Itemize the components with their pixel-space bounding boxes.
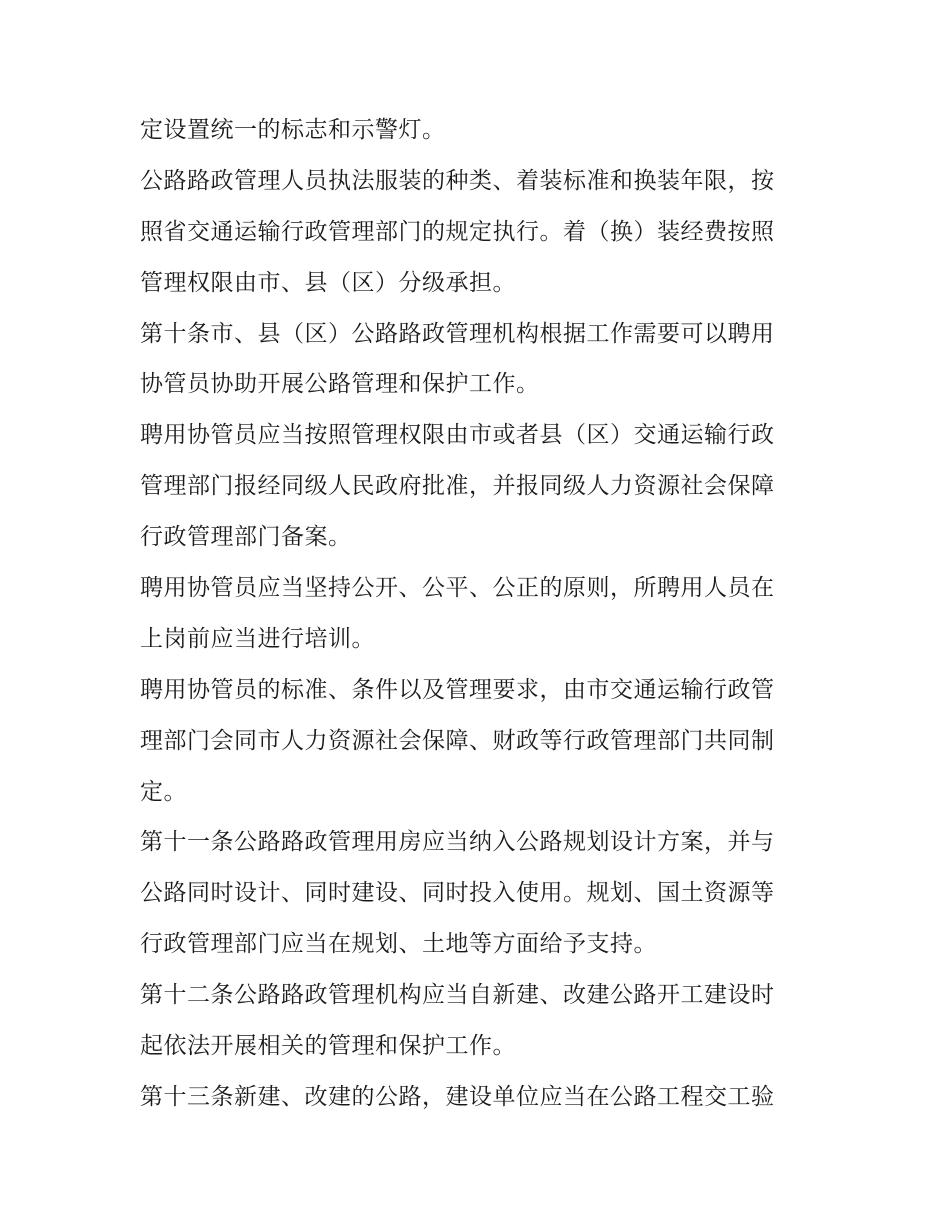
text-line: 聘用协管员应当坚持公开、公平、公正的原则，所聘用人员在 [140,575,775,602]
text-line: 管理权限由市、县（区）分级承担。 [140,269,516,296]
text-line: 起依法开展相关的管理和保护工作。 [140,1033,516,1060]
text-line: 聘用协管员的标准、条件以及管理要求，由市交通运输行政管 [140,676,775,703]
text-line: 定设置统一的标志和示警灯。 [140,117,446,143]
text-line: 管理部门报经同级人民政府批准，并报同级人力资源社会保障 [140,473,775,500]
text-line: 第十条市、县（区）公路路政管理机构根据工作需要可以聘用 [140,320,775,347]
text-line: 第十一条公路路政管理用房应当纳入公路规划设计方案，并与 [140,829,775,856]
text-line: 第十二条公路路政管理机构应当自新建、改建公路开工建设时 [140,982,775,1009]
text-line: 上岗前应当进行培训。 [140,625,375,652]
text-line: 行政管理部门应当在规划、土地等方面给予支持。 [140,931,657,958]
text-line: 聘用协管员应当按照管理权限由市或者县（区）交通运输行政 [140,422,775,449]
document-body [140,105,820,1123]
text-line: 照省交通运输行政管理部门的规定执行。着（换）装经费按照 [140,218,775,245]
text-line: 协管员协助开展公路管理和保护工作。 [140,371,540,398]
text-line: 理部门会同市人力资源社会保障、财政等行政管理部门共同制 [140,727,775,754]
text-line: 定。 [140,778,187,805]
text-line: 行政管理部门备案。 [140,524,352,551]
text-line: 第十三条新建、改建的公路，建设单位应当在公路工程交工验 [140,1083,775,1110]
text-line: 公路路政管理人员执法服装的种类、着装标准和换装年限，按 [140,167,775,194]
text-line: 公路同时设计、同时建设、同时投入使用。规划、国土资源等 [140,880,775,907]
